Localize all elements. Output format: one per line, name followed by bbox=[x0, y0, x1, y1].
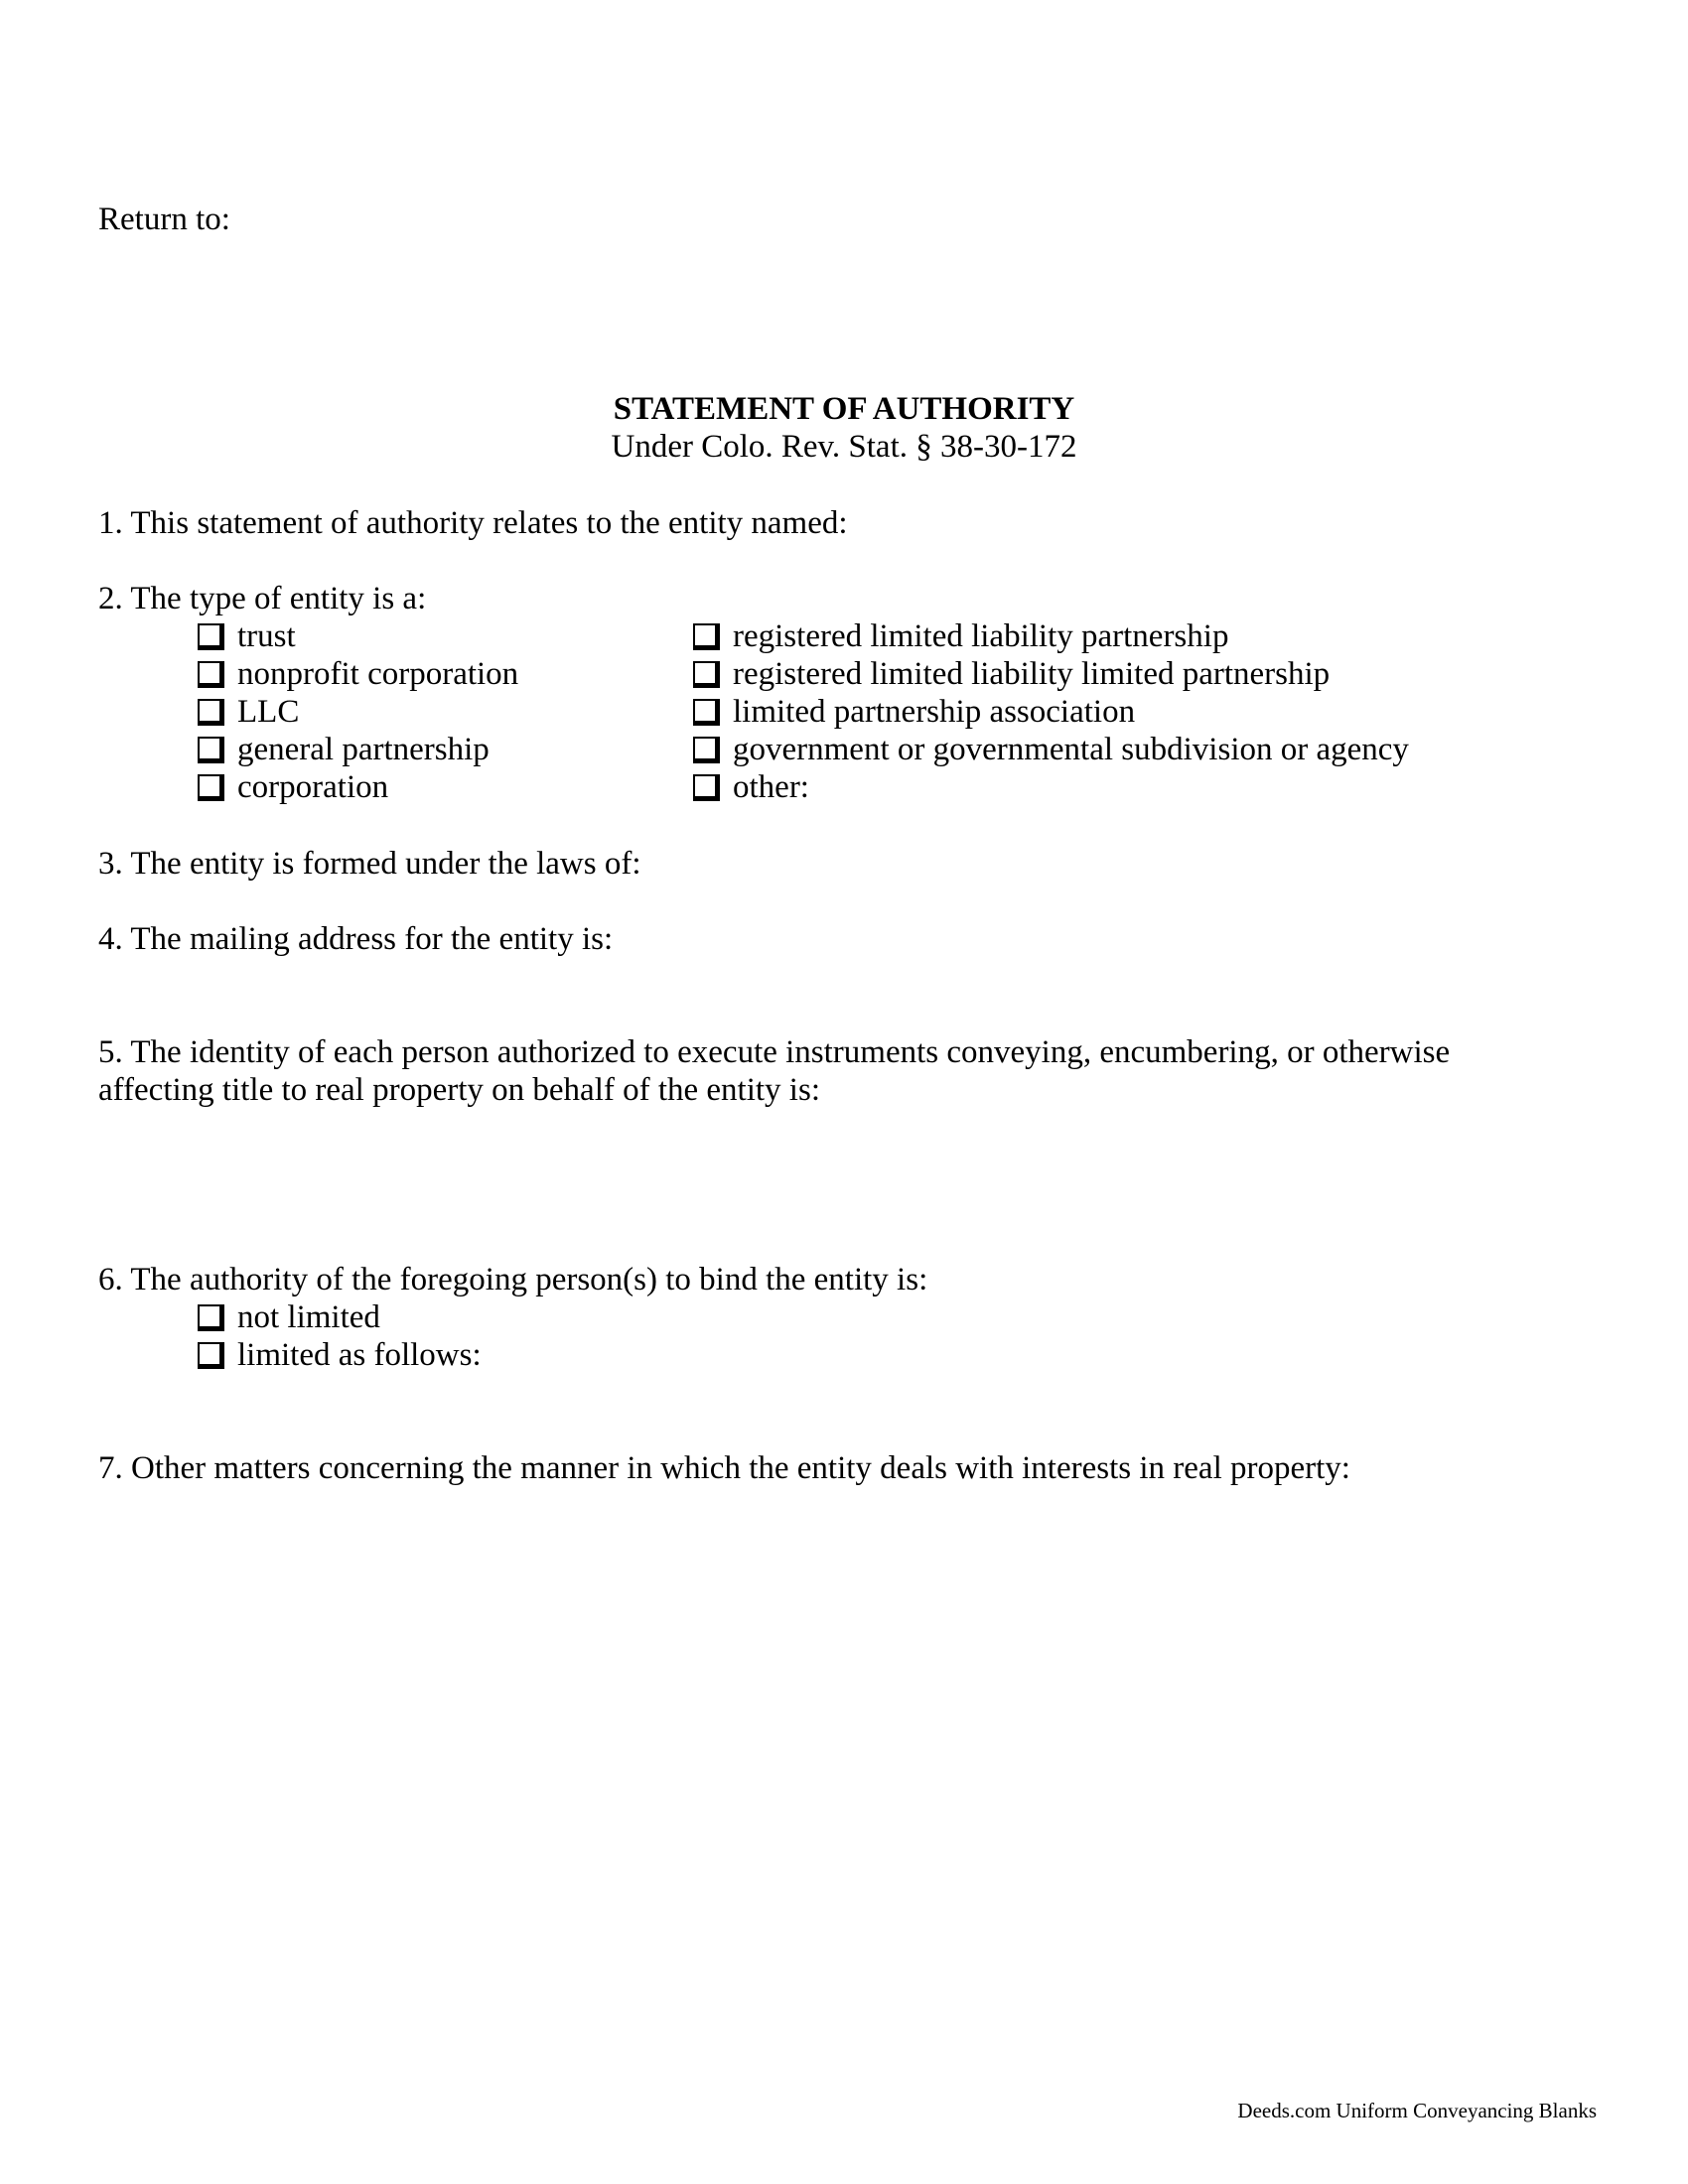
checkbox-label: registered limited liability partnership bbox=[733, 617, 1229, 654]
entity-type-option[interactable] bbox=[693, 768, 809, 806]
checkbox-label: LLC bbox=[237, 693, 300, 730]
item-1-entity-name: 1. This statement of authority relates to the entity named: bbox=[98, 505, 848, 541]
item-5-authorized-persons: 5. The identity of each person authorized to execute instruments conveying, encumbering, or otherwise bbox=[98, 1034, 1451, 1070]
item-2-entity-type: 2. The type of entity is a: bbox=[98, 581, 427, 616]
entity-type-option[interactable] bbox=[693, 617, 1228, 655]
entity-type-option[interactable] bbox=[693, 693, 1135, 731]
footer-text: Deeds.com Uniform Conveyancing Blanks bbox=[1237, 2099, 1597, 2122]
entity-type-option[interactable] bbox=[693, 731, 1409, 768]
checkbox-label: not limited bbox=[237, 1298, 380, 1335]
item-7-other-matters: 7. Other matters concerning the manner in which the entity deals with interests in real property: bbox=[98, 1450, 1350, 1486]
checkbox[interactable] bbox=[198, 1304, 224, 1331]
checkbox-label: other: bbox=[733, 768, 809, 805]
document-title: STATEMENT OF AUTHORITY bbox=[613, 391, 1075, 427]
checkbox[interactable] bbox=[693, 774, 720, 801]
item-3-formation-laws: 3. The entity is formed under the laws of: bbox=[98, 846, 641, 882]
entity-type-option[interactable] bbox=[198, 617, 296, 655]
entity-type-option[interactable] bbox=[198, 768, 388, 806]
entity-type-option[interactable] bbox=[198, 731, 490, 768]
checkbox-label: general partnership bbox=[237, 731, 490, 767]
checkbox-label: registered limited liability limited partnership bbox=[733, 655, 1331, 692]
checkbox[interactable] bbox=[693, 699, 720, 726]
checkbox-label: government or governmental subdivision or agency bbox=[733, 731, 1409, 767]
entity-type-option[interactable] bbox=[198, 693, 299, 731]
checkbox-label: nonprofit corporation bbox=[237, 655, 519, 692]
entity-type-option[interactable] bbox=[198, 655, 518, 693]
checkbox[interactable] bbox=[693, 623, 720, 650]
checkbox[interactable] bbox=[198, 623, 224, 650]
authority-option[interactable] bbox=[198, 1336, 482, 1374]
item-5-authorized-persons-cont: affecting title to real property on behalf of the entity is: bbox=[98, 1072, 820, 1108]
checkbox-label: limited partnership association bbox=[733, 693, 1136, 730]
entity-type-option[interactable] bbox=[693, 655, 1330, 693]
item-6-authority: 6. The authority of the foregoing person(s) to bind the entity is: bbox=[98, 1262, 928, 1297]
checkbox[interactable] bbox=[198, 699, 224, 726]
checkbox-label: trust bbox=[237, 617, 296, 654]
checkbox[interactable] bbox=[198, 737, 224, 763]
authority-option[interactable] bbox=[198, 1298, 380, 1336]
checkbox-label: limited as follows: bbox=[237, 1336, 482, 1373]
checkbox[interactable] bbox=[198, 1342, 224, 1369]
checkbox-label: corporation bbox=[237, 768, 389, 805]
checkbox[interactable] bbox=[198, 774, 224, 801]
checkbox[interactable] bbox=[693, 737, 720, 763]
item-4-mailing-address: 4. The mailing address for the entity is: bbox=[98, 921, 614, 957]
checkbox[interactable] bbox=[693, 661, 720, 688]
checkbox[interactable] bbox=[198, 661, 224, 688]
document-subtitle: Under Colo. Rev. Stat. § 38-30-172 bbox=[611, 429, 1077, 465]
return-to-label: Return to: bbox=[98, 202, 230, 237]
